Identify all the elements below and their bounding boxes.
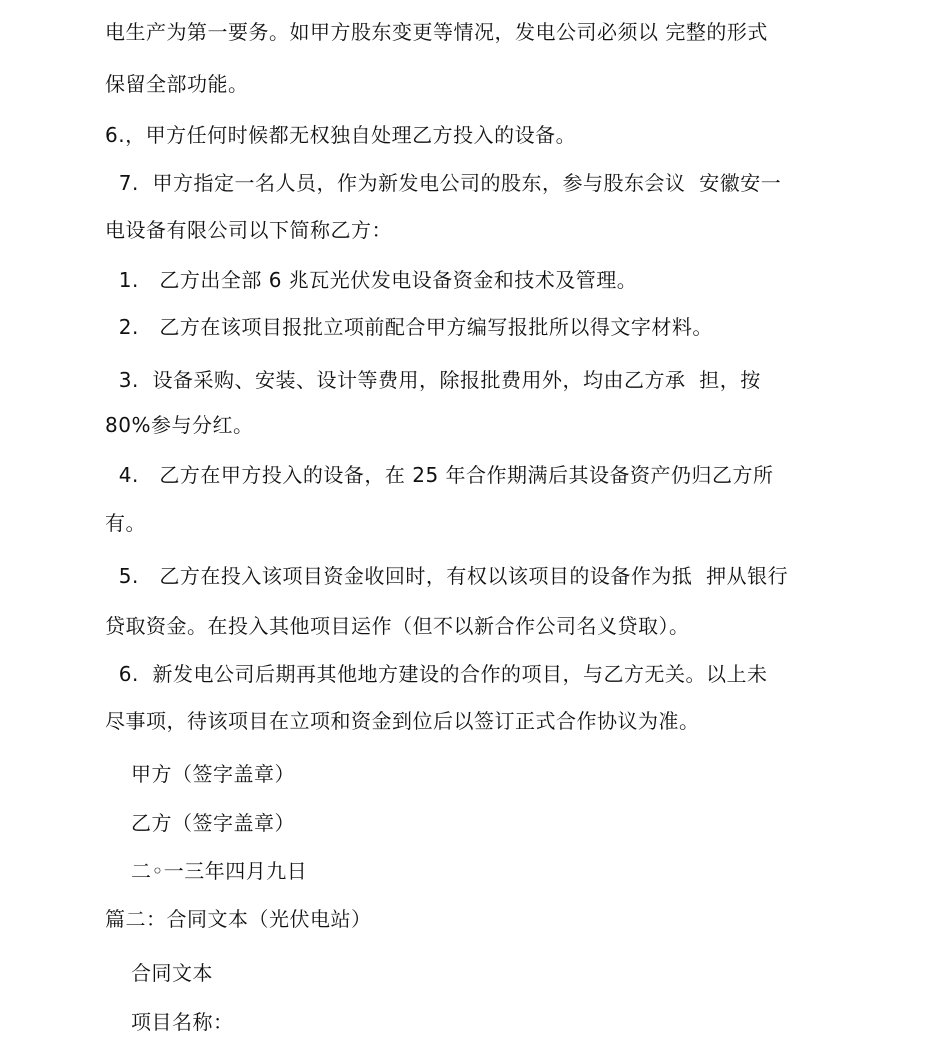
party-b-item-6-line-2: 尽事项，待该项目在立项和资金到位后以签订正式合作协议为准。 <box>105 709 700 733</box>
contract-text-title: 合同文本 <box>131 961 213 985</box>
party-b-item-3-line-1: 3. 设备采购、安装、设计等费用，除报批费用外，均由乙方承 担，按 <box>105 368 761 392</box>
party-b-signature: 乙方（签字盖章） <box>131 811 295 835</box>
party-b-item-5-line-2: 贷取资金。在投入其他项目运作（但不以新合作公司名义贷取）。 <box>105 614 690 638</box>
party-b-item-4-line-2: 有。 <box>105 511 146 535</box>
clause-7-line-2: 电设备有限公司以下简称乙方： <box>105 218 392 242</box>
signing-date: 二◦一三年四月九日 <box>131 859 308 883</box>
clause-6-line: 6.，甲方任何时候都无权独自处理乙方投入的设备。 <box>105 123 577 147</box>
paragraph-line-2: 保留全部功能。 <box>105 72 249 96</box>
party-b-item-6-line-1: 6. 新发电公司后期再其他地方建设的合作的项目，与乙方无关。以上未 <box>105 662 768 686</box>
project-name-label: 项目名称： <box>131 1010 234 1034</box>
party-a-signature: 甲方（签字盖章） <box>131 762 295 786</box>
party-b-item-5-line-1: 5. 乙方在投入该项目资金收回时，有权以该项目的设备作为抵 押从银行 <box>105 564 789 588</box>
section-heading: 篇二：合同文本（光伏电站） <box>105 907 372 931</box>
party-b-item-4-line-1: 4. 乙方在甲方投入的设备，在 25 年合作期满后其设备资产仍归乙方所 <box>105 463 774 487</box>
clause-7-line-1: 7. 甲方指定一名人员，作为新发电公司的股东，参与股东会议 安徽安一 <box>105 171 782 195</box>
party-b-item-3-line-2: 80%参与分红。 <box>105 413 254 437</box>
party-b-item-2: 2. 乙方在该项目报批立项前配合甲方编写报批所以得文字材料。 <box>105 315 713 339</box>
paragraph-line-1: 电生产为第一要务。如甲方股东变更等情况，发电公司必须以 完整的形式 <box>105 20 768 44</box>
party-b-item-1: 1. 乙方出全部 6 兆瓦光伏发电设备资金和技术及管理。 <box>105 268 638 292</box>
